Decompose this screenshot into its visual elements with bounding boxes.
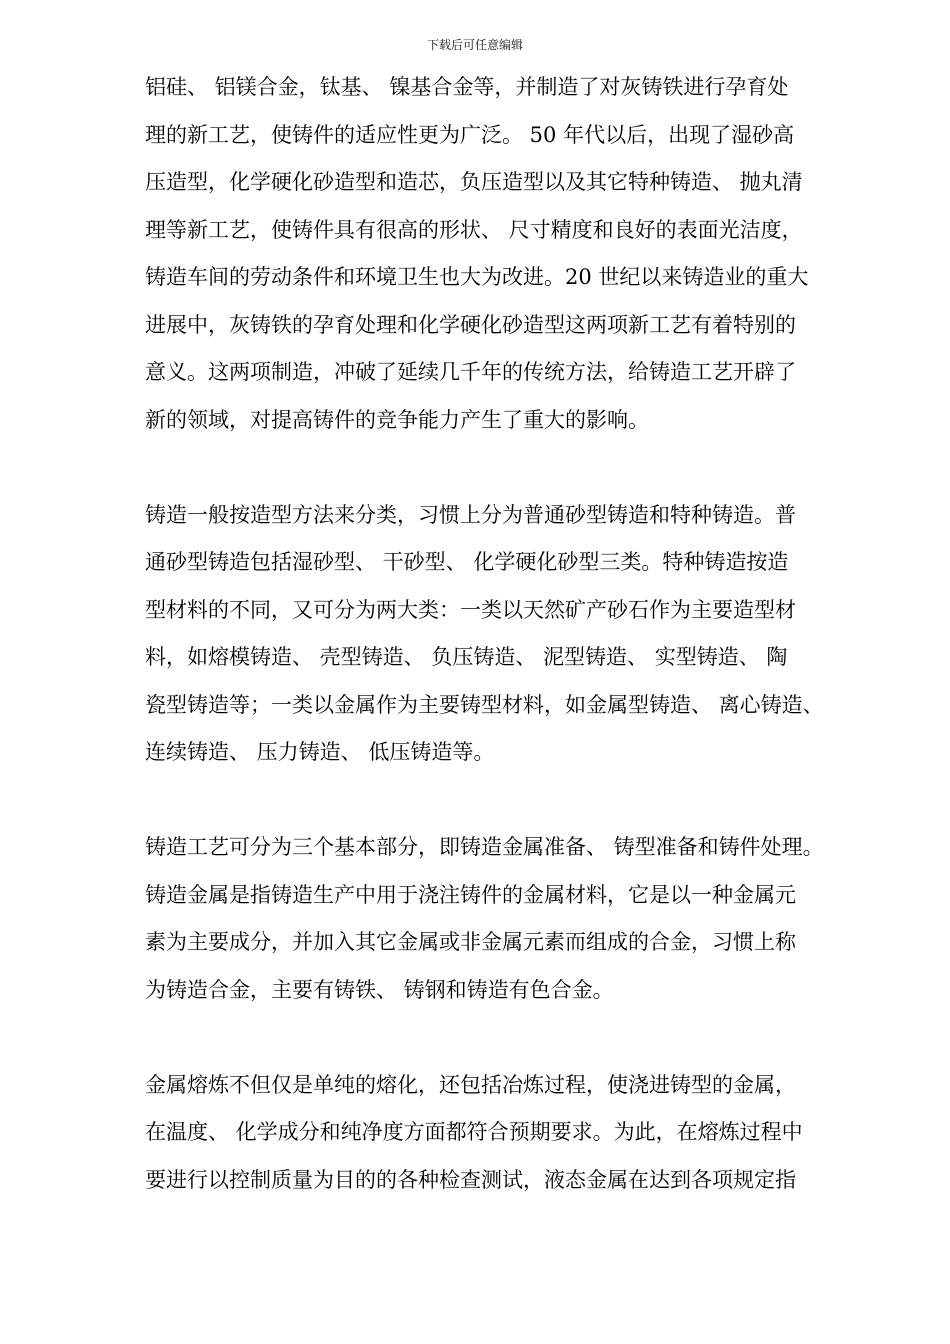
paragraph-metal-smelting: [145, 1062, 890, 1205]
paragraph-casting-process: [145, 824, 890, 1014]
text-line: 素为主要成分，并加入其它金属或非金属元素而组成的合金，习惯上称: [145, 930, 796, 954]
paragraph-casting-history: [145, 64, 890, 444]
text-line: 理的新工艺，使铸件的适应性更为广泛。 50 年代以后，出现了湿砂高: [145, 122, 795, 147]
text-line: 连续铸造、 压力铸造、 低压铸造等。: [145, 740, 495, 764]
text-line: 铝硅、 铝镁合金，钛基、 镍基合金等，并制造了对灰铸铁进行孕育处: [145, 75, 789, 99]
text-line: 瓷型铸造等；一类以金属作为主要铸型材料，如金属型铸造、 离心铸造、: [145, 692, 824, 717]
text-line: 铸造金属是指铸造生产中用于浇注铸件的金属材料，它是以一种金属元: [145, 882, 796, 907]
paragraph-spacer: [145, 777, 890, 825]
paragraph-casting-classification: [145, 492, 890, 777]
text-line: 型材料的不同，又可分为两大类：一类以天然矿产砂石作为主要造型材: [145, 597, 796, 622]
text-line: 在温度、 化学成分和纯净度方面都符合预期要求。为此，在熔炼过程中: [145, 1120, 803, 1144]
text-line: 铸造一般按造型方法来分类，习惯上分为普通砂型铸造和特种铸造。普: [145, 502, 796, 527]
paragraph-spacer: [145, 444, 890, 492]
text-line: 通砂型铸造包括湿砂型、 干砂型、 化学硬化砂型三类。特种铸造按造: [145, 550, 789, 574]
text-line: 压造型，化学硬化砂造型和造芯，负压造型以及其它特种铸造、 抛丸清: [145, 170, 803, 194]
text-line: 进展中，灰铸铁的孕育处理和化学硬化砂造型这两项新工艺有着特别的: [145, 312, 796, 337]
text-line: 金属熔炼不但仅是单纯的熔化，还包括冶炼过程，使浇进铸型的金属，: [145, 1072, 796, 1097]
text-line: 料，如熔模铸造、 壳型铸造、 负压铸造、 泥型铸造、 实型铸造、 陶: [145, 645, 788, 669]
text-line: 意义。这两项制造，冲破了延续几千年的传统方法，给铸造工艺开辟了: [145, 360, 796, 384]
text-line: 为铸造合金，主要有铸铁、 铸钢和铸造有色合金。: [145, 977, 614, 1002]
document-body: [145, 64, 890, 1204]
text-line: 铸造工艺可分为三个基本部分，即铸造金属准备、 铸型准备和铸件处理。: [145, 835, 824, 859]
text-line: 理等新工艺，使铸件具有很高的形状、 尺寸精度和良好的表面光洁度，: [145, 217, 803, 242]
text-line: 新的领域，对提高铸件的竞争能力产生了重大的影响。: [145, 407, 649, 432]
paragraph-spacer: [145, 1014, 890, 1062]
text-line: 要进行以控制质量为目的的各种检查测试，液态金属在达到各项规定指: [145, 1167, 796, 1192]
page-header: 下载后可任意编辑: [426, 38, 523, 52]
text-line: 铸造车间的劳动条件和环境卫生也大为改进。20 世纪以来铸造业的重大: [145, 265, 809, 289]
